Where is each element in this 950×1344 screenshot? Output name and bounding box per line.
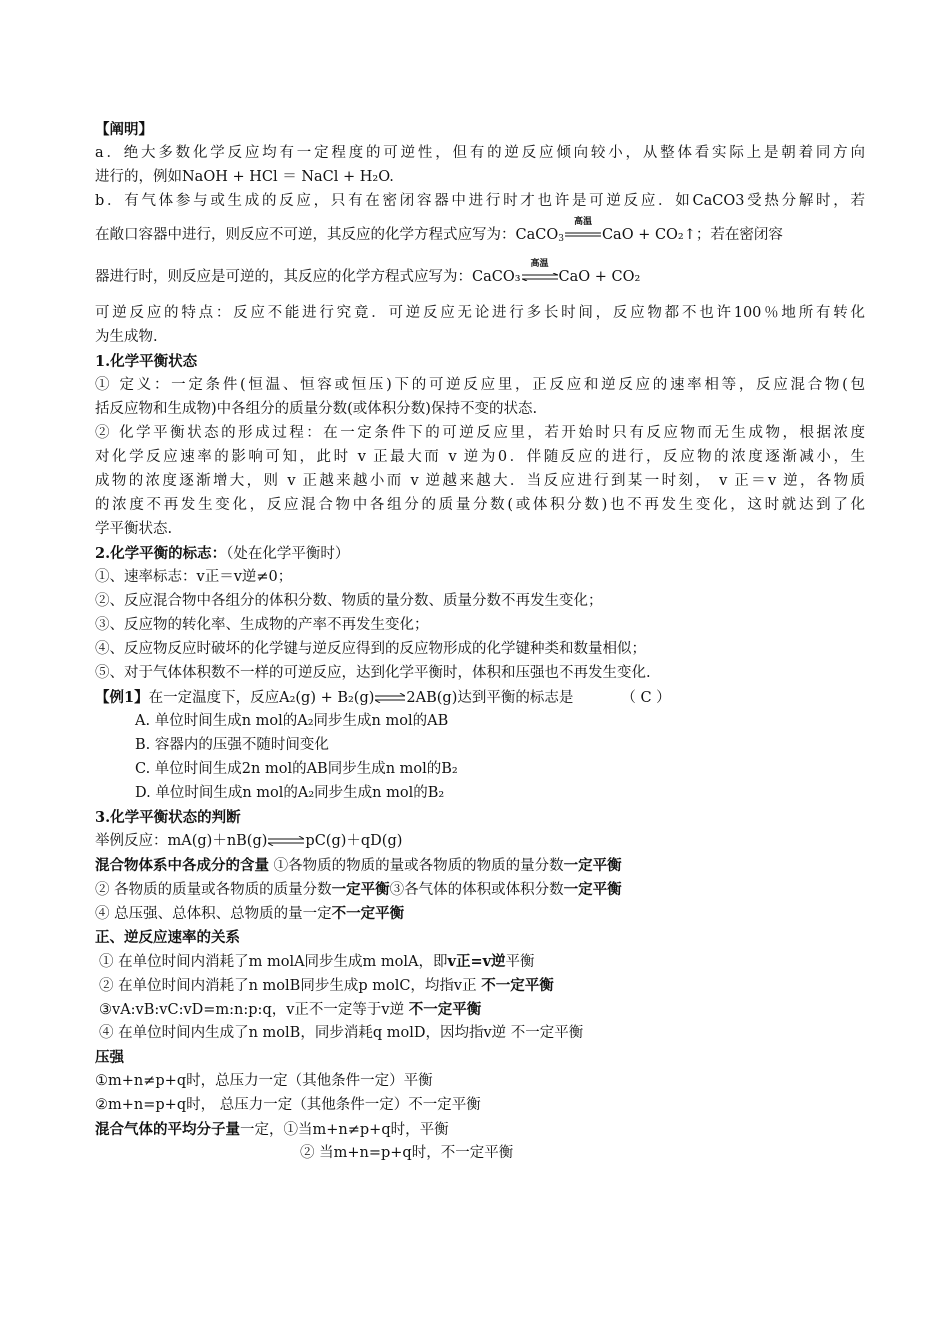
reversible-arrow-icon (375, 693, 405, 703)
text-segment: CaO + CO₂↑；若在密闭容 (601, 227, 783, 243)
sign-item-1: ①、速率标志：v正＝v逆≠0； (95, 569, 293, 585)
heading-equilibrium-signs (95, 542, 865, 566)
subscript-3: 3 (558, 234, 564, 244)
formation-line1: ② 化学平衡状态的形成过程：在一定条件下的可逆反应里，若开始时只有反应物而无生成物，根据浓度 (95, 425, 865, 441)
option-d: D. 单位时间生成n mol的A₂同步生成n mol的B₂ (135, 785, 445, 801)
definition-line2: 括反应物和生成物)中各组分的质量分数(或体积分数)保持不变的状态. (95, 401, 538, 417)
content-criterion-1 (95, 854, 865, 878)
reversible-arrow-icon (268, 836, 304, 846)
criterion-title: 混合物体系中各成分的含量 (95, 857, 269, 874)
verdict: 不一定平衡 (481, 977, 554, 994)
text-segment: ④ 总压强、总体积、总物质的量一定 (95, 906, 332, 922)
text-segment: 一定，①当m+n≠p+q时，平衡 (240, 1122, 449, 1138)
sign-item-5: ⑤、对于气体体积数不一样的可逆反应，达到化学平衡时，体积和压强也不再发生变化. (95, 665, 651, 681)
formation-line5: 学平衡状态. (95, 521, 173, 537)
heading-note: （处在化学平衡时） (226, 546, 350, 562)
rate-item-3 (95, 998, 865, 1022)
section-heading-explanation: 【阐明】 (95, 121, 153, 138)
text-segment: 在一定温度下，反应A₂(g) + B₂(g) (148, 690, 375, 706)
text-segment: pC(g)＋qD(g) (305, 833, 403, 849)
molar-mass-item-1 (95, 1118, 865, 1142)
definition-line1: ① 定义：一定条件(恒温、恒容或恒压)下的可逆反应里，正反应和逆反应的速率相等，反应混合物(包 (95, 377, 865, 393)
option-b: B. 容器内的压强不随时间变化 (135, 737, 329, 753)
rate-item-2 (95, 974, 865, 998)
criterion-title: 混合气体的平均分子量 (95, 1121, 240, 1138)
formation-line4: 的浓度不再发生变化，反应混合物中各组分的质量分数(或体积分数)也不再发生变化，这时就达到了化 (95, 497, 865, 513)
pressure-item-2: ②m+n=p+q时， 总压力一定（其他条件一定）不一定平衡 (95, 1097, 481, 1113)
equals-arrow-icon (565, 231, 601, 239)
verdict: 不一定平衡 (331, 905, 405, 922)
reversible-feature-line2: 为生成物. (95, 329, 158, 345)
text-segment: 2AB(g)达到平衡的标志是 (406, 690, 574, 706)
heading-pressure: 压强 (95, 1049, 124, 1066)
paragraph-b-line3 (95, 256, 865, 298)
verdict: v正=v逆 (447, 953, 506, 970)
formation-line2: 对化学反应速率的影响可知，此时 v 正最大而 v 逆为0．伴随反应的进行，反应物的浓度逐渐减小，生 (95, 449, 865, 465)
paragraph-b-line2 (95, 214, 865, 256)
rate-item-4: ④ 在单位时间内生成了n molB，同步消耗q molD，因均指v逆 不一定平衡 (99, 1025, 584, 1041)
example-reaction (95, 830, 865, 854)
reaction-condition-irreversible-arrow (565, 217, 601, 245)
text-segment: ①各物质的物质的量或各物质的物质的量分数 (269, 858, 564, 874)
text-segment: 举例反应：mA(g)＋nB(g) (95, 833, 268, 849)
text-segment: ③各气体的体积或体积分数 (389, 882, 564, 898)
condition-label: 高温 (573, 217, 592, 227)
heading-rate-relation: 正、逆反应速率的关系 (95, 929, 240, 946)
molar-mass-item-2: ② 当m+n=p+q时，不一定平衡 (300, 1145, 514, 1161)
sign-item-2: ②、反应混合物中各组分的体积分数、物质的量分数、质量分数不再发生变化； (95, 593, 603, 609)
formation-line3: 成物的浓度逐渐增大，则 v 正越来越小而 v 逆越来越大．当反应进行到某一时刻， v 正＝v 逆，各物质 (95, 473, 865, 489)
condition-label: 高温 (530, 259, 549, 269)
paragraph-a-line2: 进行的，例如NaOH + HCl ＝ NaCl + H₂O. (95, 169, 394, 185)
option-c: C. 单位时间生成2n mol的AB同步生成n mol的B₂ (135, 761, 458, 777)
reversible-arrow-icon (522, 273, 558, 281)
content-criterion-3 (95, 902, 865, 926)
verdict: 一定平衡 (563, 881, 622, 898)
text-segment: ② 在单位时间内消耗了n molB同步生成p molC，均指v正 (99, 978, 482, 994)
content-criterion-2 (95, 878, 865, 902)
sign-item-4: ④、反应物反应时破坏的化学键与逆反应得到的反应物形成的化学键种类和数量相似； (95, 641, 646, 657)
heading-text: 2.化学平衡的标志： (95, 545, 227, 562)
verdict: 一定平衡 (331, 881, 390, 898)
heading-equilibrium-judgment: 3.化学平衡状态的判断 (95, 809, 241, 826)
answer: （ C ） (621, 690, 671, 706)
example-label: 【例1】 (95, 689, 149, 706)
example-1-question (95, 686, 865, 710)
text-segment: 器进行时，则反应是可逆的，其反应的化学方程式应写为：CaCO₃ (95, 269, 521, 285)
verdict: 一定平衡 (563, 857, 622, 874)
option-a: A. 单位时间生成n mol的A₂同步生成n mol的AB (135, 713, 449, 729)
text-segment: ① 在单位时间内消耗了m molA同步生成m molA，即 (99, 954, 448, 970)
text-segment: 在敞口容器中进行，则反应不可逆，其反应的化学方程式应写为：CaCO (95, 227, 559, 243)
text-segment: ③vA:vB:vC:vD=m:n:p:q，v正不一定等于v逆 (99, 1002, 409, 1018)
text-segment: ② 各物质的质量或各物质的质量分数 (95, 882, 332, 898)
reversible-feature-line1: 可逆反应的特点：反应不能进行究竟．可逆反应无论进行多长时间，反应物都不也许100％地所有转化 (95, 305, 865, 321)
sign-item-3: ③、反应物的转化率、生成物的产率不再发生变化； (95, 617, 429, 633)
verdict: 不一定平衡 (408, 1001, 482, 1018)
rate-item-1 (95, 950, 865, 974)
paragraph-a-line1: a．绝大多数化学反应均有一定程度的可逆性，但有的逆反应倾向较小，从整体看实际上是朝着同方向 (95, 145, 865, 161)
document-page (95, 118, 865, 1166)
heading-equilibrium-state: 1.化学平衡状态 (95, 353, 198, 370)
paragraph-b-line1: b．有气体参与或生成的反应，只有在密闭容器中进行时才也许是可逆反应．如CaCO3受热分解时，若 (95, 193, 865, 209)
reaction-condition-reversible-arrow (522, 259, 558, 287)
pressure-item-1: ①m+n≠p+q时，总压力一定（其他条件一定）平衡 (95, 1073, 433, 1089)
text-segment: 平衡 (505, 954, 535, 970)
text-segment: CaO + CO₂ (558, 269, 641, 285)
